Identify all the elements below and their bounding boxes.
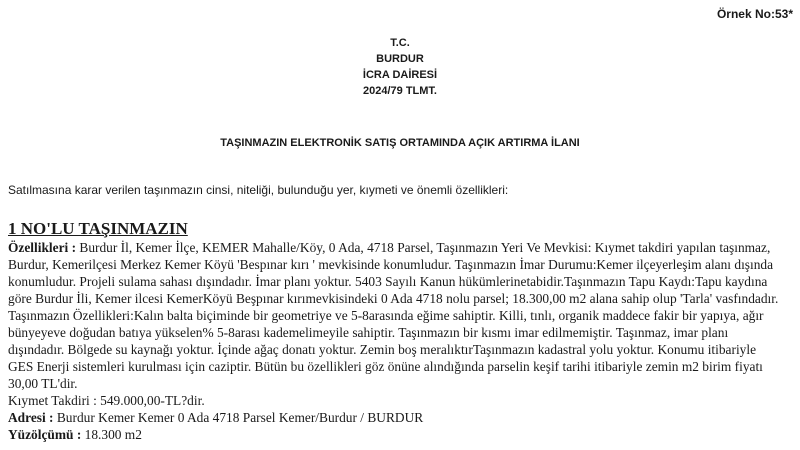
property-details [8, 239, 783, 443]
address-line [8, 409, 783, 426]
document-header [0, 35, 800, 99]
features-text: Burdur İl, Kemer İlçe, KEMER Mahalle/Köy, 0 Ada, 4718 Parsel, Taşınmazın Yeri Ve Mevkisi: Kıymet takdiri yapılan taşınmaz, Burdur, Kemerilçesi Merkez Kemer Köyü 'Bespınar kırı ' mevkisinde konumludur. Taşınmazın İmar Durumu:Kemer ilçeyerleşim alanı dışında konumludur. Projeli sulama sahası dışındadır. İmar planı yoktur. 5403 Sayılı Kanun hükümlerinetabidir.Taşınmazın Tapu Kaydı:Tapu kaydına göre Burdur İli, Kemer ilcesi KemerKöyü Beşpınar kırımevkisindeki 0 Ada 4718 nolu parsel; 18.300,00 m2 alana sahip olup 'Tarla' vasfındadır. Taşınmazın Özellikleri:Kalın balta biçiminde bir geometriye ve 5-8arasında eğime sahiptir. Killi, tınlı, organik maddece fakir bir yapıya, ağır bünyeyeve doğudan batıya yükselen% 5-8arası kademelimeyile sahiptir. Taşınmazın bir kısmı imar edilmemiştir. Taşınmaz, imar planı dışındadır. Bölgede su kaynağı yoktur. İçinde ağaç donatı yoktur. Zemin boş meralıktırTaşınmazın kadastral yolu yoktur. Konumu itibariyle GES Enerji sistemleri kurulması için caziptir. Bütün bu özellikleri göz önüne alındığında parselin keşif tarihi itibariyle zemin m2 birim fiyatı 30,00 TL'dir. [8, 240, 779, 391]
form-number: Örnek No:53* [716, 7, 793, 21]
notice-title: TAŞINMAZIN ELEKTRONİK SATIŞ ORTAMINDA AÇIK ARTIRMA İLANI [220, 137, 580, 149]
value-line: Kıymet Takdiri : 549.000,00-TL?dir. [8, 393, 205, 408]
area-label: Yüzölçümü : [8, 427, 82, 442]
features-label: Özellikleri : [8, 240, 77, 255]
area-line [8, 426, 783, 443]
area-text: 18.300 m2 [81, 427, 142, 442]
header-office: İCRA DAİRESİ [362, 69, 438, 81]
header-city: BURDUR [376, 53, 424, 65]
address-label: Adresi : [8, 410, 54, 425]
intro-text: Satılmasına karar verilen taşınmazın cinsi, niteliği, bulunduğu yer, kıymeti ve önemli özellikleri: [8, 183, 509, 197]
address-text: Burdur Kemer Kemer 0 Ada 4718 Parsel Kemer/Burdur / BURDUR [53, 410, 424, 425]
property-heading: 1 NO'LU TAŞINMAZIN [8, 219, 188, 238]
header-republic: T.C. [390, 37, 410, 49]
header-file-number: 2024/79 TLMT. [363, 85, 437, 97]
features-paragraph [8, 239, 783, 392]
